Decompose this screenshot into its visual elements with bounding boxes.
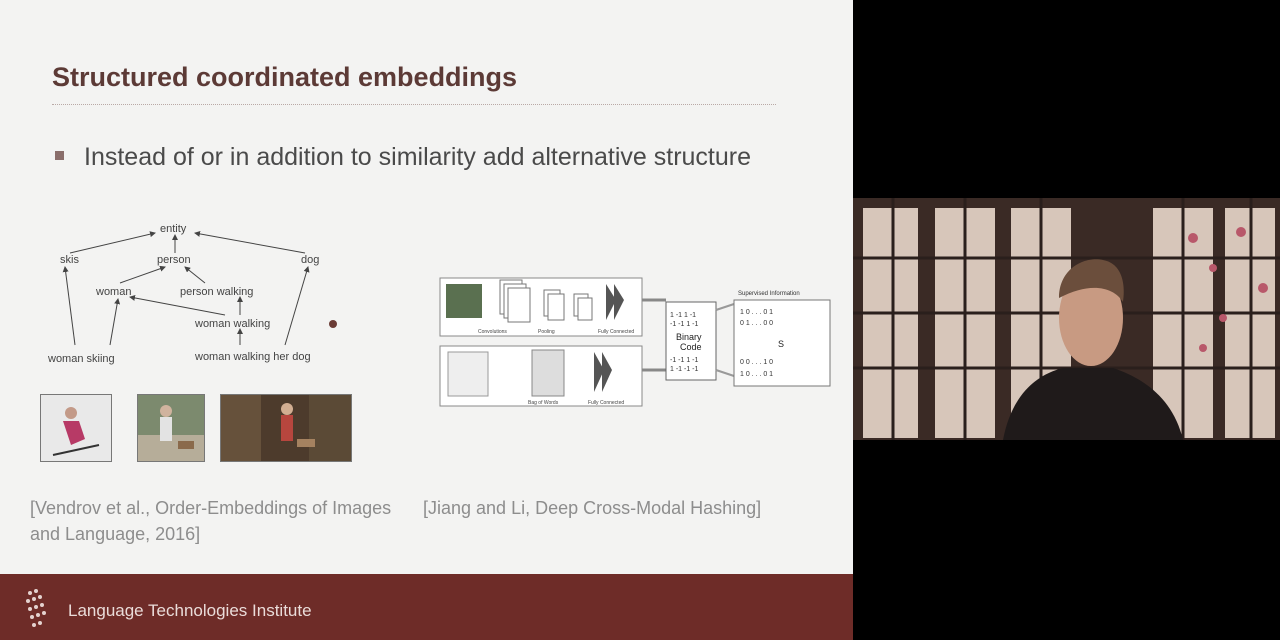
order-embedding-tree [30, 215, 360, 375]
code-row-3: -1 -1 1 -1 [670, 357, 699, 364]
slide-title: Structured coordinated embeddings [52, 62, 518, 92]
node-woman-walking-dog: woman walking her dog [195, 351, 311, 363]
matrix-row-4: 1 0 . . . 0 1 [740, 371, 774, 378]
node-entity: entity [160, 223, 187, 235]
code-label: Code [680, 342, 702, 352]
cross-modal-hashing-diagram [438, 270, 838, 410]
matrix-s-label: S [778, 339, 785, 349]
code-row-4: 1 -1 -1 -1 [670, 366, 699, 373]
presenter-video [853, 198, 1280, 440]
matrix-row-1: 1 0 . . . 0 1 [740, 309, 774, 316]
title-divider [52, 104, 776, 105]
node-skis: skis [60, 254, 79, 266]
binary-label: Binary [676, 332, 702, 342]
lti-logo-icon [20, 583, 60, 631]
bag-of-words-label: Bag of Words [528, 400, 559, 406]
skiing-photo [40, 394, 112, 462]
node-person: person [157, 254, 191, 266]
node-woman: woman [96, 286, 132, 298]
walking-photo [137, 394, 205, 462]
fully-connected-label: Fully Connected [598, 329, 635, 335]
node-woman-skiing: woman skiing [48, 353, 115, 365]
node-dog: dog [301, 254, 320, 266]
cursor-dot-icon [329, 320, 337, 328]
bullet-text: Instead of or in addition to similarity add alternative structure [84, 143, 752, 171]
footer-institute-name: Language Technologies Institute [68, 601, 312, 620]
convolutions-label: Convolutions [478, 329, 507, 335]
pooling-label: Pooling [538, 329, 555, 335]
citation-vendrov: [Vendrov et al., Order-Embeddings of Images and Language, 2016] [30, 498, 392, 544]
dog-walking-photo [220, 394, 352, 462]
code-row-2: -1 -1 1 -1 [670, 321, 699, 328]
supervised-info-label: Supervised Information [738, 291, 800, 297]
citation-jiang-li: [Jiang and Li, Deep Cross-Modal Hashing] [423, 498, 762, 518]
matrix-row-3: 0 0 . . . 1 0 [740, 359, 774, 366]
code-row-1: 1 -1 1 -1 [670, 312, 697, 319]
bullet-icon [55, 151, 64, 160]
fully-connected-text-label: Fully Connected [588, 400, 625, 406]
node-woman-walking: woman walking [195, 318, 271, 330]
matrix-row-2: 0 1 . . . 0 0 [740, 320, 774, 327]
node-person-walking: person walking [180, 286, 254, 298]
